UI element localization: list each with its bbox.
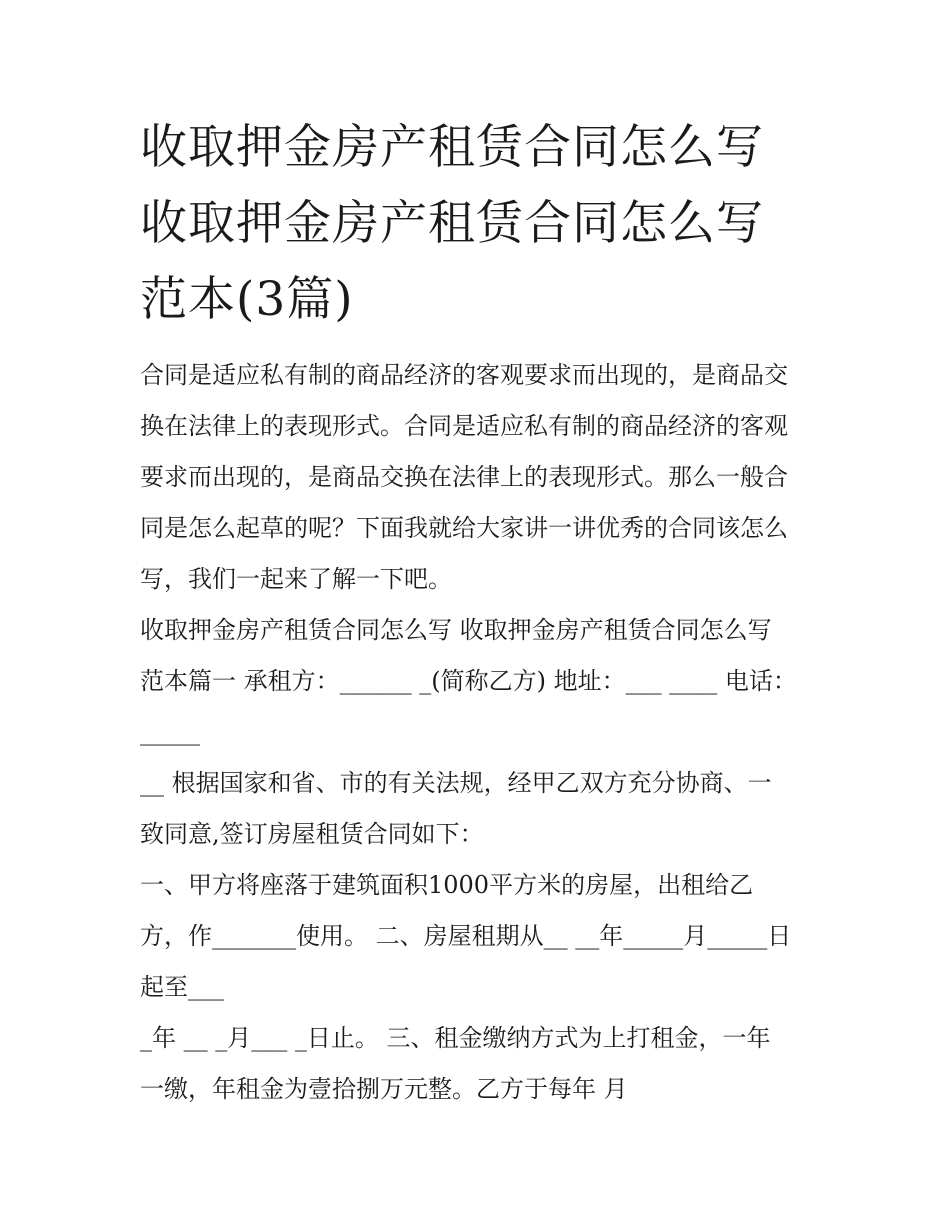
text-line: 写，我们一起来了解一下吧。 [140, 565, 452, 593]
text-line: _____ [140, 718, 200, 746]
document-page [140, 110, 820, 1115]
text-line: 起至___ [140, 973, 224, 1001]
intro-paragraph [140, 350, 820, 605]
text-line: 范本篇一 承租方：______ _(简称乙方) 地址：___ ____ 电话： [140, 667, 797, 695]
title-line: 范本(3篇) [140, 272, 354, 327]
text-line: 一、甲方将座落于建筑面积1000平方米的房屋，出租给乙 [140, 871, 754, 899]
text-line: 致同意,签订房屋租赁合同如下： [140, 820, 484, 848]
contract-header-paragraph [140, 605, 820, 758]
document-body [140, 350, 820, 1115]
text-line: 收取押金房产租赁合同怎么写 收取押金房产租赁合同怎么写 [140, 616, 772, 644]
text-line: 一缴，年租金为壹拾捌万元整。乙方于每年 月 [140, 1075, 628, 1103]
text-line: 换在法律上的表现形式。合同是适应私有制的商品经济的客观 [140, 412, 788, 440]
title-line: 收取押金房产租赁合同怎么写 [140, 196, 764, 251]
agreement-paragraph [140, 758, 820, 860]
text-line: 同是怎么起草的呢？下面我就给大家讲一讲优秀的合同该怎么 [140, 514, 788, 542]
clause-paragraph [140, 1013, 820, 1115]
text-line: 要求而出现的，是商品交换在法律上的表现形式。那么一般合 [140, 463, 788, 491]
title-line: 收取押金房产租赁合同怎么写 [140, 120, 764, 175]
text-line: 合同是适应私有制的商品经济的客观要求而出现的，是商品交 [140, 361, 788, 389]
clause-paragraph [140, 860, 820, 1013]
text-line: __ 根据国家和省、市的有关法规，经甲乙双方充分协商、一 [140, 769, 772, 797]
document-title [140, 110, 820, 338]
text-line: _年 __ _月___ _日止。 三、租金缴纳方式为上打租金，一年 [140, 1024, 771, 1052]
text-line: 方，作_______使用。 二、房屋租期从__ __年_____月_____日 [140, 922, 792, 950]
